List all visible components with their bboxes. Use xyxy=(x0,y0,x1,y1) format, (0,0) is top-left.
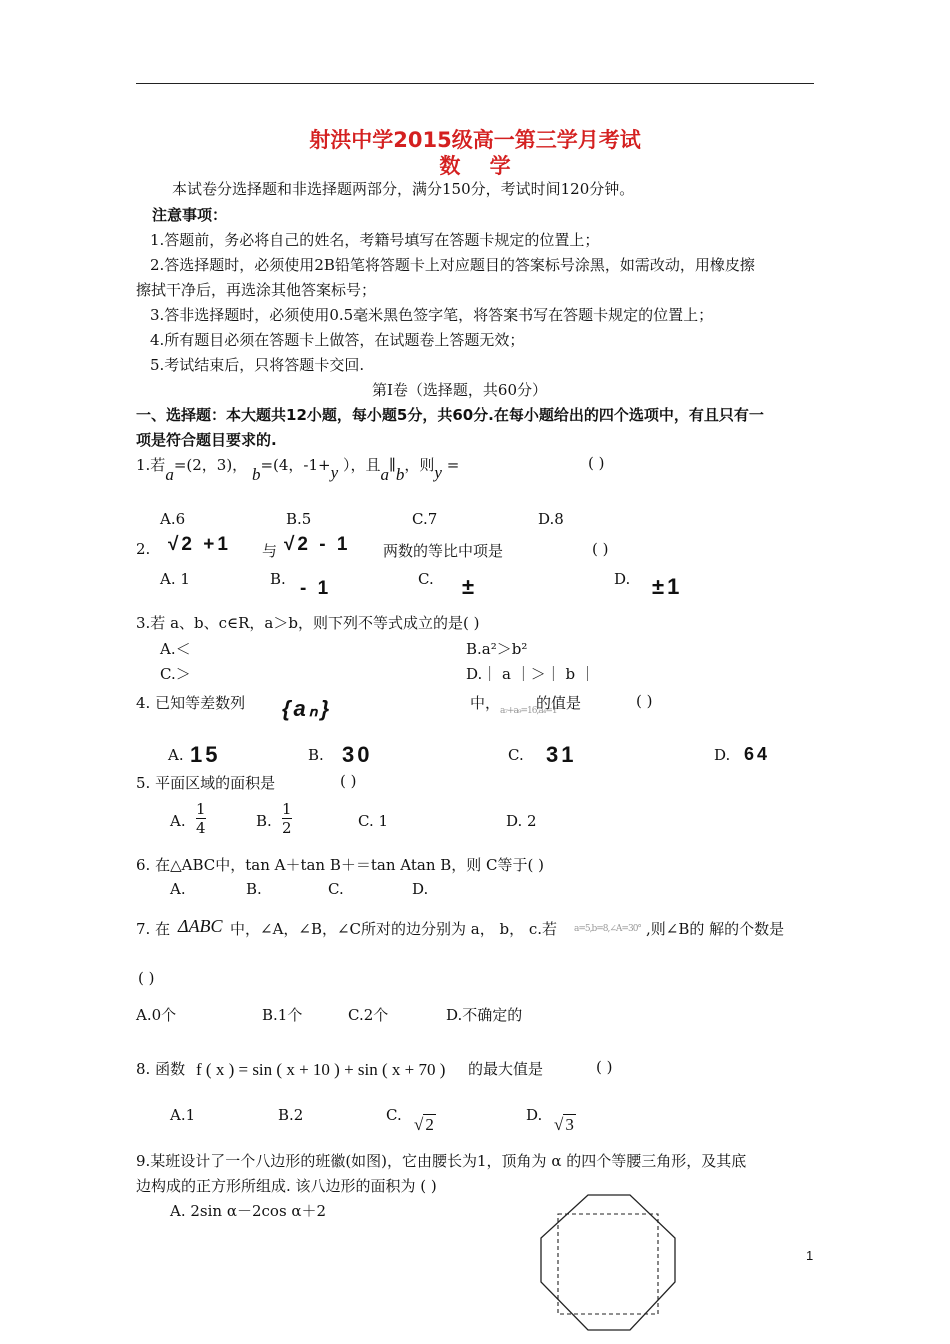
q6-option-b: B. xyxy=(246,880,262,898)
q4-option-d-label: D. xyxy=(714,746,731,764)
q3-option-a: A.＜ xyxy=(160,640,191,658)
q5-paren: ( ) xyxy=(340,772,357,790)
q1-prefix: 1.若 xyxy=(136,456,166,474)
subject-title: 数 学 xyxy=(439,154,511,178)
q7-option-c: C.2个 xyxy=(348,1006,389,1024)
q9-stem-cont: 边构成的正方形所组成. 该八边形的面积为 ( ) xyxy=(136,1177,437,1195)
var-y: y xyxy=(330,463,339,482)
q7-paren: ( ) xyxy=(138,969,155,987)
q1-option-a: A.6 xyxy=(160,510,186,528)
q8-option-c-label: C. xyxy=(386,1106,402,1124)
notice-item-2-cont: 擦拭干净后，再选涂其他答案标号； xyxy=(136,281,377,299)
q5-b-numerator: 1 xyxy=(282,800,292,818)
q6-option-c: C. xyxy=(328,880,344,898)
page-number: 1 xyxy=(806,1248,814,1263)
vector-b: b xyxy=(251,465,261,484)
q7-triangle: ΔABC xyxy=(178,916,223,936)
q2-stem-tail: 两数的等比中项是 xyxy=(383,542,504,560)
q1-then: ，则 xyxy=(404,456,435,474)
q2-option-a: A. 1 xyxy=(160,570,190,588)
header-rule xyxy=(136,83,814,84)
q1-equals: = xyxy=(446,456,460,474)
q7-stem-tail: ,则∠B的 解的个数是 xyxy=(646,920,785,938)
q5-option-d: D. 2 xyxy=(506,812,537,830)
notice-item-4: 4.所有题目必须在答题卡上做答，在试题卷上答题无效； xyxy=(150,331,525,349)
notice-item-3: 3.答非选择题时，必须使用0.5毫米黑色签字笔，将答案书写在答题卡规定的位置上； xyxy=(150,306,714,324)
q1-vector-a-value: =(2，3)， xyxy=(173,456,248,474)
q4-mid: 中， xyxy=(470,694,501,712)
q6-option-a: A. xyxy=(170,880,186,898)
q3-option-c: C.＞ xyxy=(160,665,191,683)
vector-a: a xyxy=(165,465,174,484)
q4-option-c-label: C. xyxy=(508,746,524,764)
q2-option-b-value: - 1 xyxy=(300,578,332,599)
notice-item-1: 1.答题前，务必将自己的姓名，考籍号填写在答题卡规定的位置上； xyxy=(150,231,600,249)
q6-stem: 6. 在△ABC中，tan A＋tan B＋＝tan Atan B，则 C等于( ) xyxy=(136,856,544,874)
q8-prefix: 8. 函数 xyxy=(136,1060,186,1078)
q4-stem: 4. 已知等差数列 xyxy=(136,694,246,712)
q6-option-d: D. xyxy=(412,880,429,898)
q8-option-b: B.2 xyxy=(278,1106,304,1124)
sqrt-radicand: 2 xyxy=(425,1115,434,1134)
q1-option-c: C.7 xyxy=(412,510,438,528)
q1-option-d: D.8 xyxy=(538,510,564,528)
q3-option-d: D.｜ a ｜＞｜ b ｜ xyxy=(466,665,595,683)
intro-text: 本试卷分选择题和非选择题两部分，满分150分，考试时间120分钟。 xyxy=(172,180,635,198)
q7-condition-image: a=5,b=8,∠A=30° xyxy=(574,924,641,934)
q8-option-d-value: √ 3 xyxy=(554,1115,574,1134)
q4-paren: ( ) xyxy=(636,692,653,710)
q2-expression-1: √2 +1 xyxy=(168,534,231,555)
q5-option-a-fraction xyxy=(196,800,206,837)
q4-option-b-value: 30 xyxy=(342,742,373,767)
var-y: y xyxy=(434,463,442,482)
sqrt-radicand: 3 xyxy=(565,1115,574,1134)
q3-option-b: B.a²＞b² xyxy=(466,640,528,658)
q2-with: 与 xyxy=(262,542,278,560)
q7-option-d: D.不确定的 xyxy=(446,1006,523,1024)
q7-prefix: 7. 在 xyxy=(136,920,171,938)
q4-option-b-label: B. xyxy=(308,746,324,764)
q4-condition-image: a₇+a₉=16,a₄=1 xyxy=(500,706,557,716)
section1-heading-cont: 项是符合题目要求的. xyxy=(136,431,277,449)
notice-item-5: 5.考试结束后，只将答题卡交回. xyxy=(150,356,365,374)
q9-option-a: A. 2sin α－2cos α＋2 xyxy=(170,1202,327,1220)
notice-heading: 注意事项： xyxy=(152,206,228,224)
q2-option-c-value: ± xyxy=(462,574,478,599)
q1-paren: ( ) xyxy=(588,454,605,472)
q5-option-b-label: B. xyxy=(256,812,272,830)
q4-option-c-value: 31 xyxy=(546,742,577,767)
q5-option-a-label: A. xyxy=(170,812,186,830)
q5-a-denominator: 4 xyxy=(196,819,206,837)
q2-number: 2. xyxy=(136,540,151,558)
parallel-symbol: ∥ xyxy=(388,456,396,474)
q7-stem: 中，∠A，∠B，∠C所对的边分别为 a， b， c.若 xyxy=(230,920,558,938)
q8-formula: f ( x ) = sin ( x + 10 ) + sin ( x + 70 ) xyxy=(196,1060,446,1079)
vector-a: a xyxy=(380,465,389,484)
q5-stem: 5. 平面区域的面积是 xyxy=(136,774,276,792)
vector-b: b xyxy=(395,465,405,484)
part1-title: 第Ⅰ卷（选择题，共60分） xyxy=(372,381,548,399)
q1-option-b: B.5 xyxy=(286,510,312,528)
octagon-outline xyxy=(541,1195,675,1330)
q2-option-b-label: B. xyxy=(270,570,286,588)
q2-option-c-label: C. xyxy=(418,570,434,588)
q1-stem xyxy=(136,454,460,484)
q8-option-a: A.1 xyxy=(170,1106,196,1124)
q2-option-d-value: ±1 xyxy=(652,574,683,599)
inner-square-dashed xyxy=(558,1214,658,1314)
notice-item-2: 2.答选择题时，必须使用2B铅笔将答题卡上对应题目的答案标号涂黑，如需改动，用橡皮擦 xyxy=(150,256,755,274)
q8-stem-tail: 的最大值是 xyxy=(468,1060,544,1078)
q2-expression-2: √2 - 1 xyxy=(284,534,351,555)
exam-title: 射洪中学2015级高一第三学月考试 xyxy=(309,128,641,152)
q8-paren: ( ) xyxy=(596,1058,613,1076)
q9-stem: 9.某班设计了一个八边形的班徽(如图)，它由腰长为1，顶角为 α 的四个等腰三角形，及其底 xyxy=(136,1152,747,1170)
q7-option-b: B.1个 xyxy=(262,1006,303,1024)
q4-option-a-value: 15 xyxy=(190,742,221,767)
octagon-badge-figure xyxy=(534,1192,682,1340)
section1-heading: 一、选择题：本大题共12小题，每小题5分，共60分.在每小题给出的四个选项中，有且只有一 xyxy=(136,406,764,424)
q4-stem-tail: 的值是 xyxy=(536,694,582,712)
q8-option-d-label: D. xyxy=(526,1106,543,1124)
q5-option-c: C. 1 xyxy=(358,812,389,830)
q5-option-b-fraction xyxy=(282,800,292,837)
q2-option-d-label: D. xyxy=(614,570,631,588)
q3-stem: 3.若 a、b、c∈R，a＞b，则下列不等式成立的是( ) xyxy=(136,614,480,632)
q1-vector-b-value: =(4，-1+ xyxy=(260,456,331,474)
q7-option-a: A.0个 xyxy=(136,1006,177,1024)
q8-option-c-value: √ 2 xyxy=(414,1115,434,1134)
q5-a-numerator: 1 xyxy=(196,800,206,818)
q4-sequence: {aₙ} xyxy=(282,696,333,721)
q4-option-d-value: 64 xyxy=(744,744,771,764)
q5-b-denominator: 2 xyxy=(282,819,292,837)
q1-condition: ），且 xyxy=(342,456,381,474)
q4-option-a-label: A. xyxy=(168,746,184,764)
q2-paren: ( ) xyxy=(592,540,609,558)
